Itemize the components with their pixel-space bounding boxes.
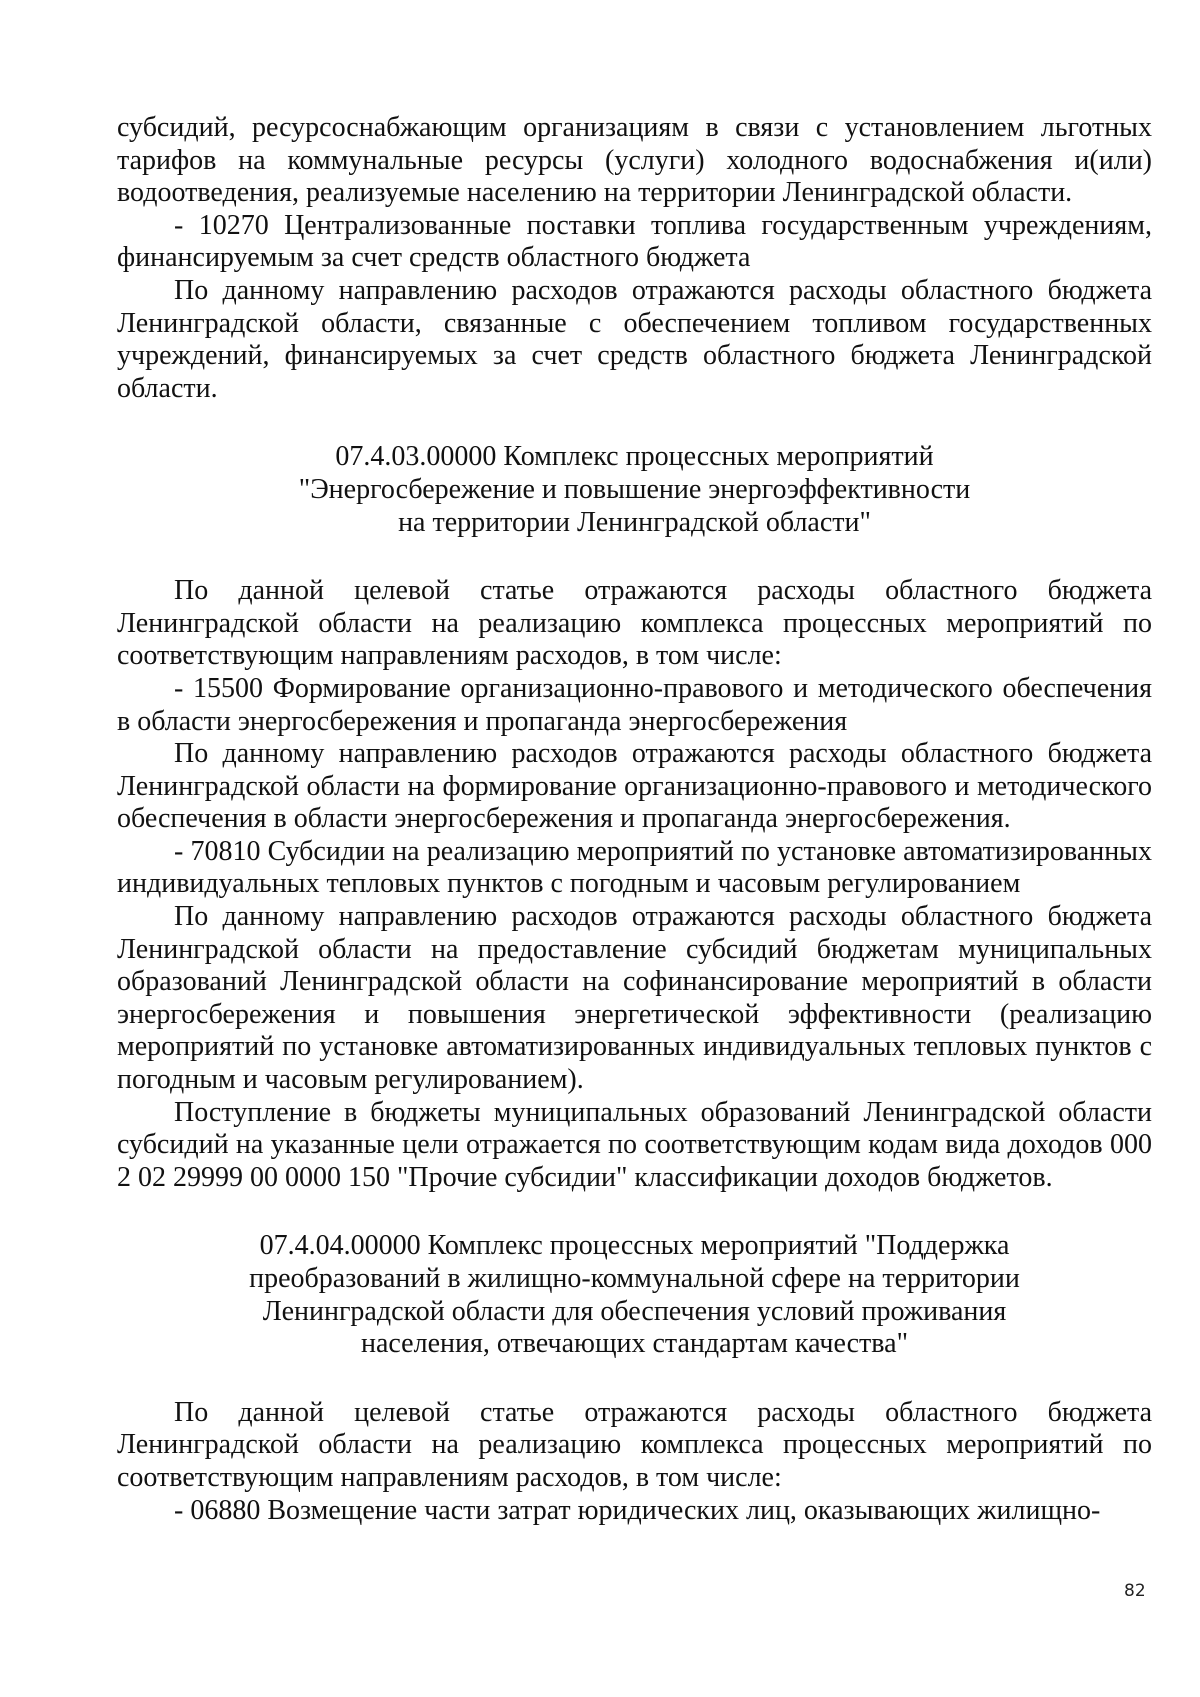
heading-line: "Энергосбережение и повышение энергоэффективности bbox=[298, 473, 971, 505]
page-number: 82 bbox=[1124, 1581, 1146, 1601]
heading-line: 07.4.04.00000 Комплекс процессных мероприятий "Поддержка bbox=[259, 1230, 1010, 1262]
paragraph-07-4-04-intro: По данной целевой статье отражаются расходы областного бюджета Ленинградской области на реализацию комплекса процессных мероприятий по соответствующим направлениям расходов, в том числе: bbox=[117, 1396, 1152, 1493]
paragraph-07-4-03-intro: По данной целевой статье отражаются расходы областного бюджета Ленинградской области на реализацию комплекса процессных мероприятий по соответствующим направлениям расходов, в том числе: bbox=[117, 575, 1152, 672]
section-heading-07-4-04 bbox=[117, 1230, 1152, 1360]
heading-line: преобразований в жилищно-коммунальной сфере на территории bbox=[249, 1263, 1020, 1294]
heading-line: на территории Ленинградской области" bbox=[398, 506, 871, 538]
paragraph-item-06880: - 06880 Возмещение части затрат юридических лиц, оказывающих жилищно- bbox=[174, 1494, 1101, 1526]
section-heading-07-4-03 bbox=[117, 441, 1152, 539]
paragraph-10270-description: По данному направлению расходов отражаются расходы областного бюджета Ленинградской области, связанные с обеспечением топливом государственных учреждений, финансируемых за счет средств областного бюджета Ленинградской области. bbox=[117, 274, 1152, 404]
paragraph-continued-subsidies: субсидий, ресурсоснабжающим организациям в связи с установлением льготных тарифов на коммунальные ресурсы (услуги) холодного водоснабжения и(или) водоотведения, реализуемые населению на территории Ленинградской области. bbox=[117, 112, 1152, 209]
paragraph-70810-revenue: Поступление в бюджеты муниципальных образований Ленинградской области субсидий на указанные цели отражается по соответствующим кодам вида доходов 000 2 02 29999 00 0000 150 "Прочие субсидии" классификации доходов бюджетов. bbox=[117, 1096, 1152, 1193]
paragraph-item-15500: - 15500 Формирование организационно-правового и методического обеспечения в области энергосбережения и пропаганда энергосбережения bbox=[117, 672, 1152, 737]
heading-line: Ленинградской области для обеспечения условий проживания bbox=[262, 1295, 1007, 1327]
paragraph-15500-description: По данному направлению расходов отражаются расходы областного бюджета Ленинградской области на формирование организационно-правового и методического обеспечения в области энергосбережения и пропаганда энергосбережения. bbox=[117, 738, 1152, 835]
paragraph-item-10270: - 10270 Централизованные поставки топлива государственным учреждениям, финансируемым за счет средств областного бюджета bbox=[117, 209, 1152, 274]
paragraph-70810-description: По данному направлению расходов отражаются расходы областного бюджета Ленинградской области на предоставление субсидий бюджетам муниципальных образований Ленинградской области на софинансирование мероприятий в области энергосбережения и повышения энергетической эффективности (реализацию мероприятий по установке автоматизированных индивидуальных тепловых пунктов с погодным и часовым регулированием). bbox=[117, 901, 1152, 1096]
heading-line: 07.4.03.00000 Комплекс процессных мероприятий bbox=[335, 441, 934, 473]
paragraph-item-70810: - 70810 Субсидии на реализацию мероприятий по установке автоматизированных индивидуальных тепловых пунктов с погодным и часовым регулированием bbox=[117, 835, 1152, 900]
heading-line: населения, отвечающих стандартам качества" bbox=[361, 1328, 908, 1360]
document-body bbox=[117, 112, 1152, 1527]
